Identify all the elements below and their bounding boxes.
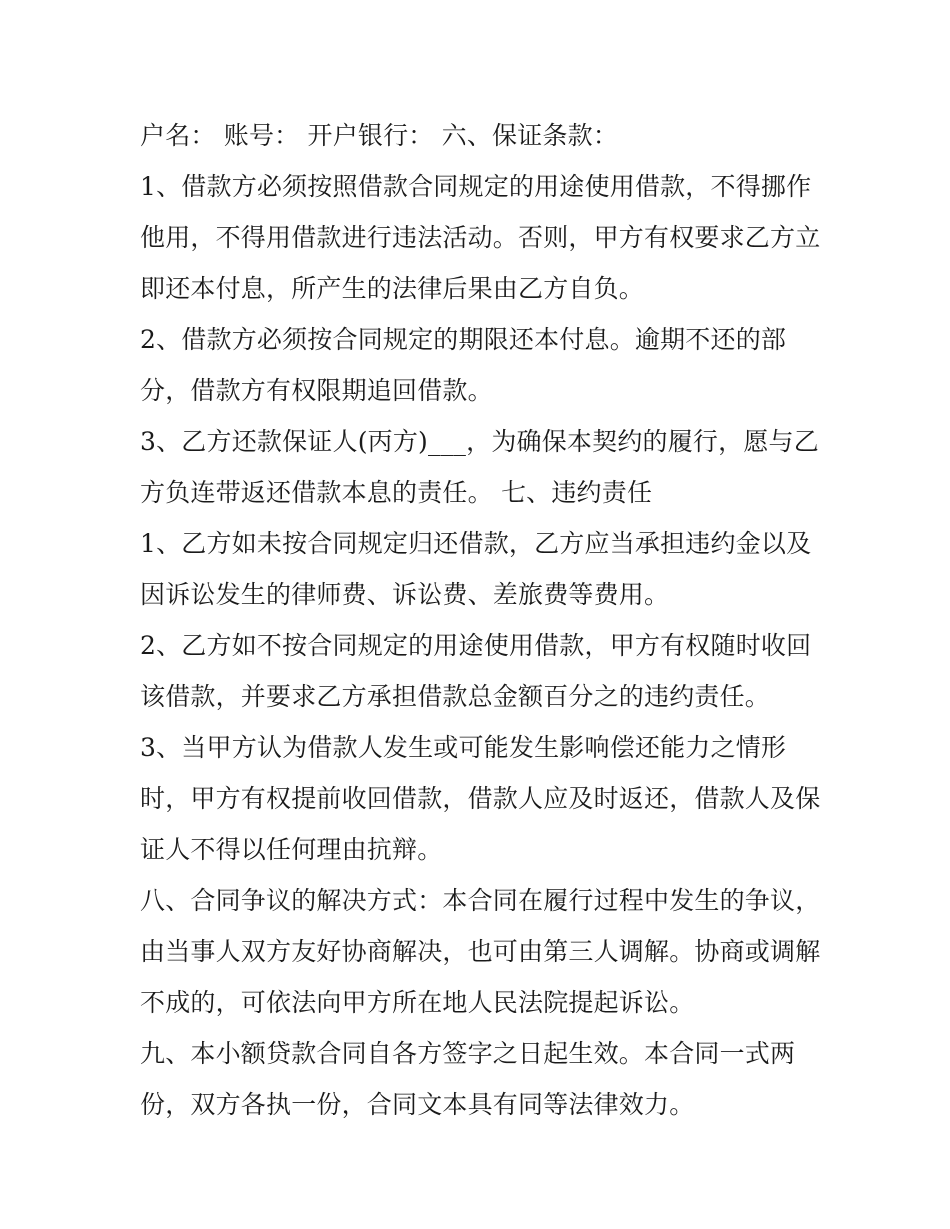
text-line: 1、乙方如未按合同规定归还借款，乙方应当承担违约金以及 bbox=[140, 529, 812, 558]
text-line: 因诉讼发生的律师费、诉讼费、差旅费等费用。 bbox=[140, 580, 670, 609]
text-line: 1、借款方必须按照借款合同规定的用途使用借款，不得挪作 bbox=[140, 172, 812, 201]
text-line: 2、借款方必须按合同规定的期限还本付息。逾期不还的部 bbox=[140, 325, 787, 354]
text-line: 3、当甲方认为借款人发生或可能发生影响偿还能力之情形 bbox=[140, 733, 787, 762]
document-body bbox=[140, 110, 820, 1130]
text-line: 2、乙方如不按合同规定的用途使用借款，甲方有权随时收回 bbox=[140, 631, 812, 660]
text-line: 由当事人双方友好协商解决，也可由第三人调解。协商或调解 bbox=[140, 937, 821, 966]
text-line: 该借款，并要求乙方承担借款总金额百分之的违约责任。 bbox=[140, 682, 771, 711]
text-line: 他用，不得用借款进行违法活动。否则，甲方有权要求乙方立 bbox=[140, 223, 821, 252]
text-line: 分，借款方有权限期追回借款。 bbox=[140, 376, 493, 405]
text-line: 九、本小额贷款合同自各方签字之日起生效。本合同一式两 bbox=[140, 1039, 796, 1068]
text-line: 户名： 账号： 开户银行： 六、保证条款： bbox=[140, 121, 619, 150]
text-line: 八、合同争议的解决方式：本合同在履行过程中发生的争议， bbox=[140, 886, 821, 915]
text-line: 方负连带返还借款本息的责任。 七、违约责任 bbox=[140, 478, 653, 507]
text-line: 时，甲方有权提前收回借款，借款人应及时返还，借款人及保 bbox=[140, 784, 821, 813]
text-line: 证人不得以任何理由抗辩。 bbox=[140, 835, 443, 864]
text-line: 3、乙方还款保证人(丙方)___，为确保本契约的履行，愿与乙 bbox=[140, 427, 819, 456]
text-line: 不成的，可依法向甲方所在地人民法院提起诉讼。 bbox=[140, 988, 695, 1017]
text-line: 即还本付息，所产生的法律后果由乙方自负。 bbox=[140, 274, 645, 303]
text-line: 份，双方各执一份，合同文本具有同等法律效力。 bbox=[140, 1090, 695, 1119]
